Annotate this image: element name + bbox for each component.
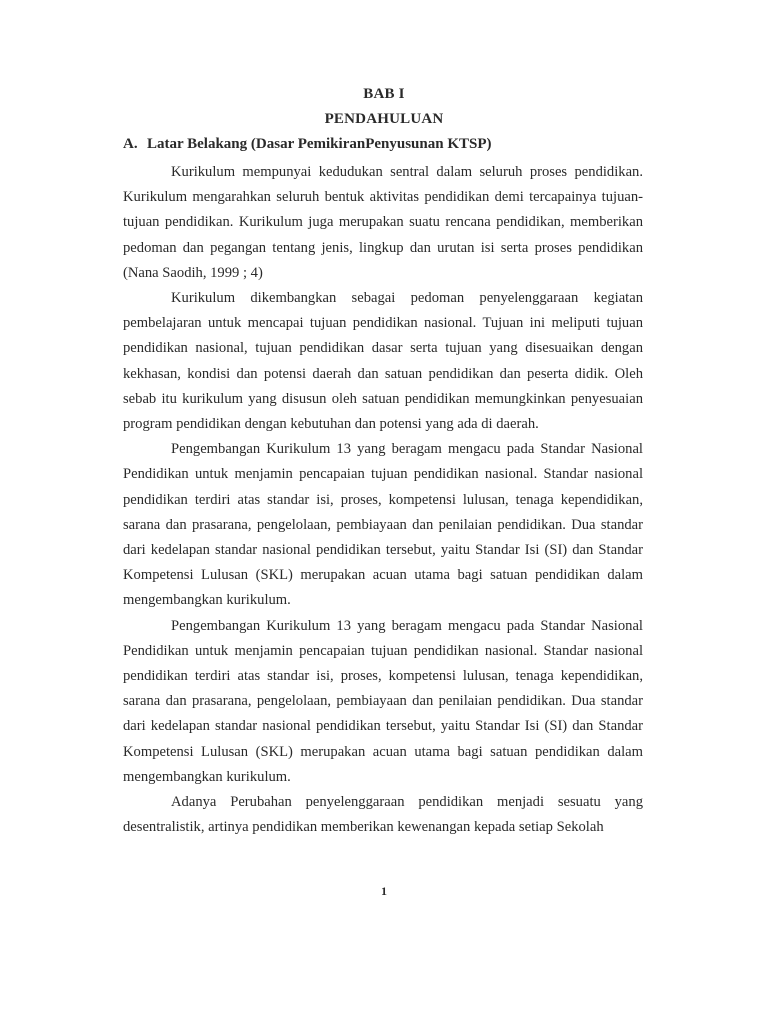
paragraph-4: Pengembangan Kurikulum 13 yang beragam mengacu pada Standar Nasional Pendidikan untuk menjamin pencapaian tujuan pendidikan nasional. Standar nasional pendidikan terdiri atas standar isi, proses, kompetensi lulusan, tenaga kependidikan, sarana dan prasarana, pengelolaan, pembiayaan dan penilaian pendidikan. Dua standar dari kedelapan standar nasional pendidikan tersebut, yaitu Standar Isi (SI) dan Standar Kompetensi Lulusan (SKL) merupakan acuan utama bagi satuan pendidikan dalam mengembangkan kurikulum. bbox=[123, 617, 643, 785]
paragraph-2: Kurikulum dikembangkan sebagai pedoman penyelenggaraan kegiatan pembelajaran untuk mencapai tujuan pendidikan nasional. Tujuan ini meliputi tujuan pendidikan nasional, tujuan pendidikan dasar serta tujuan yang disesuaikan dengan kekhasan, kondisi dan potensi daerah dan satuan pendidikan dan peserta didik. Oleh sebab itu kurikulum yang disusun oleh satuan pendidikan memungkinkan penyesuaian program pendidikan dengan kebutuhan dan potensi yang ada di daerah. bbox=[123, 290, 643, 433]
paragraph-5: Adanya Perubahan penyelenggaraan pendidikan menjadi sesuatu yang desentralistik, artinya pendidikan memberikan kewenangan kepada setiap Sekolah bbox=[123, 794, 643, 836]
chapter-title: BAB I bbox=[363, 86, 405, 102]
paragraph-1: Kurikulum mempunyai kedudukan sentral dalam seluruh proses pendidikan. Kurikulum mengarahkan seluruh bentuk aktivitas pendidikan demi tercapainya tujuan-tujuan pendidikan. Kurikulum juga merupakan suatu rencana pendidikan, memberikan pedoman dan pegangan tentang jenis, lingkup dan urutan isi serta proses pendidikan (Nana Saodih, 1999 ; 4) bbox=[123, 164, 643, 281]
page-number: 1 bbox=[381, 884, 387, 898]
body-text bbox=[123, 160, 643, 840]
section-title: Latar Belakang (Dasar PemikiranPenyusunan KTSP) bbox=[147, 136, 492, 152]
section-heading bbox=[123, 136, 492, 153]
chapter-subtitle: PENDAHULUAN bbox=[324, 111, 444, 127]
paragraph-3: Pengembangan Kurikulum 13 yang beragam mengacu pada Standar Nasional Pendidikan untuk menjamin pencapaian tujuan pendidikan nasional. Standar nasional pendidikan terdiri atas standar isi, proses, kompetensi lulusan, tenaga kependidikan, sarana dan prasarana, pengelolaan, pembiayaan dan penilaian pendidikan. Dua standar dari kedelapan standar nasional pendidikan tersebut, yaitu Standar Isi (SI) dan Standar Kompetensi Lulusan (SKL) merupakan acuan utama bagi satuan pendidikan dalam mengembangkan kurikulum. bbox=[123, 441, 643, 609]
section-number: A. bbox=[123, 136, 138, 152]
